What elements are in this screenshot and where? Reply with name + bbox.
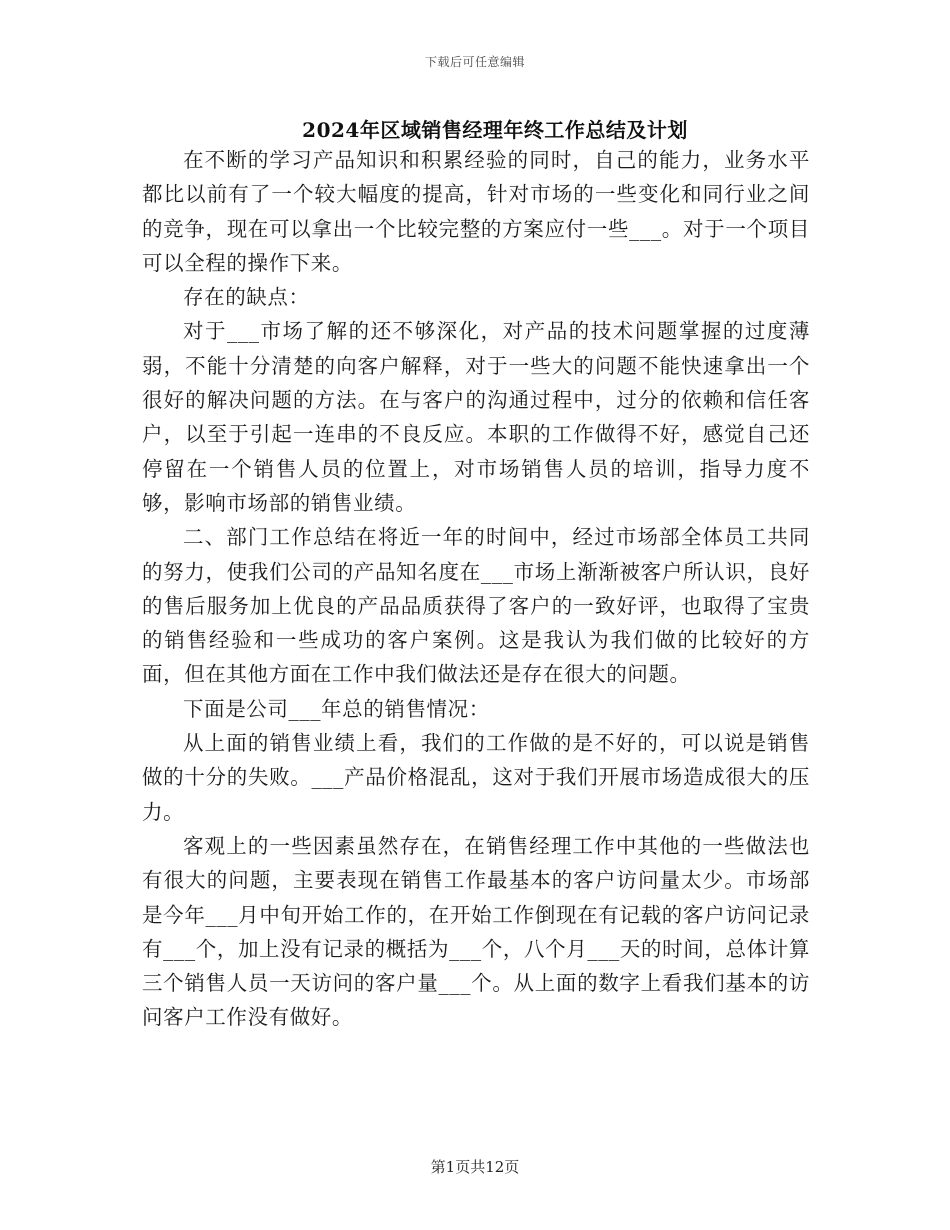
header-note: 下载后可任意编辑 (424, 55, 525, 69)
paragraph: 存在的缺点： (183, 285, 310, 310)
paragraph: 在不断的学习产品知识和积累经验的同时，自己的能力，业务水平都比以前有了一个较大幅度的提高，针对市场的一些变化和同行业之间的竞争，现在可以拿出一个比较完整的方案应付一些___。对于一个项目可以全程的操作下来。 (142, 148, 810, 275)
paragraph: 下面是公司___年总的销售情况： (183, 696, 490, 721)
document-body (142, 143, 810, 1035)
page-number: 第1页共12页 (430, 1158, 520, 1176)
paragraph: 从上面的销售业绩上看，我们的工作做的是不好的，可以说是销售做的十分的失败。___产品价格混乱，这对于我们开展市场造成很大的压力。 (142, 731, 810, 824)
document-title: 2024年区域销售经理年终工作总结及计划 (302, 118, 688, 142)
paragraph: 二、部门工作总结在将近一年的时间中，经过市场部全体员工共同的努力，使我们公司的产品知名度在___市场上渐渐被客户所认识，良好的售后服务加上优良的产品品质获得了客户的一致好评，也取得了宝贵的销售经验和一些成功的客户案例。这是我认为我们做的比较好的方面，但在其他方面在工作中我们做法还是存在很大的问题。 (142, 525, 810, 687)
paragraph: 对于___市场了解的还不够深化，对产品的技术问题掌握的过度薄弱，不能十分清楚的向客户解释，对于一些大的问题不能快速拿出一个很好的解决问题的方法。在与客户的沟通过程中，过分的依赖和信任客户，以至于引起一连串的不良反应。本职的工作做得不好，感觉自己还停留在一个销售人员的位置上，对市场销售人员的培训，指导力度不够，影响市场部的销售业绩。 (142, 319, 810, 515)
paragraph: 客观上的一些因素虽然存在，在销售经理工作中其他的一些做法也有很大的问题，主要表现在销售工作最基本的客户访问量太少。市场部是今年___月中旬开始工作的，在开始工作倒现在有记载的客户访问记录有___个，加上没有记录的概括为___个，八个月___天的时间，总体计算三个销售人员一天访问的客户量___个。从上面的数字上看我们基本的访问客户工作没有做好。 (142, 833, 810, 1030)
